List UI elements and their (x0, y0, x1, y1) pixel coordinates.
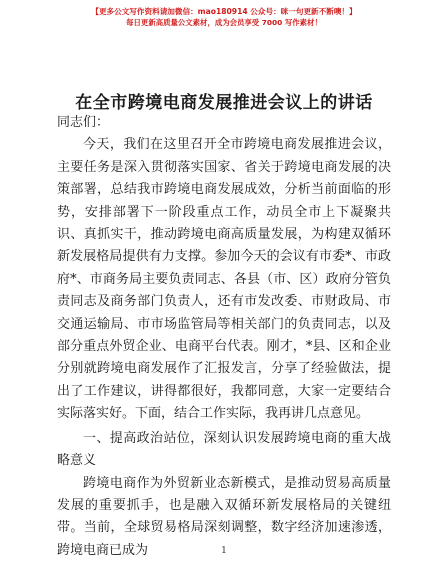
promo-banner-line1: 【更多公文写作资料请加微信：mao180914 公众号：咪一句更新不断噢！】 (91, 7, 357, 16)
promo-banner (0, 6, 448, 28)
page-number: 1 (221, 546, 227, 556)
section-paragraph: 跨境电商作为外贸新业态新模式，是推动贸易高质量发展的重要抓手，也是融入双循环新发展格局的关键纽带。当前，全球贸易格局深刻调整，数字经济加速渗透，跨境电商已成为 (57, 475, 391, 558)
document-body (57, 112, 391, 562)
body-paragraph: 今天，我们在这里召开全市跨境电商发展推进会议，主要任务是深入贯彻落实国家、省关于跨境电商发展的决策部署，总结我市跨境电商发展成效，分析当前面临的形势，安排部署下一阶段重点工作，动员全市上下凝聚共识、真抓实干，推动跨境电商高质量发展，为构建双循环新发展格局提供有力支撑。参加今天的会议有市委*、市政府*、市商务局主要负责同志、各县（市、区）政府分管负责同志及商务部门负责人，还有市发改委、市财政局、市交通运输局、市市场监管局等相关部门的负责同志，以及部分重点外贸企业、电商平台代表。刚才，*县、区和企业分别就跨境电商发展作了汇报发言，分享了经验做法，提出了工作建议，讲得都很好，我都同意，大家一定要结合实际落实好。下面，结合工作实际，我再讲几点意见。 (57, 137, 391, 422)
greeting: 同志们： (57, 115, 110, 130)
promo-banner-line2: 每日更新高质量公文素材，成为会员享受 7000 写作素材！ (126, 18, 322, 27)
document-title: 在全市跨境电商发展推进会议上的讲话 (75, 93, 373, 113)
section-heading: 一、提高政治站位，深刻认识发展跨境电商的重大战略意义 (57, 430, 391, 469)
